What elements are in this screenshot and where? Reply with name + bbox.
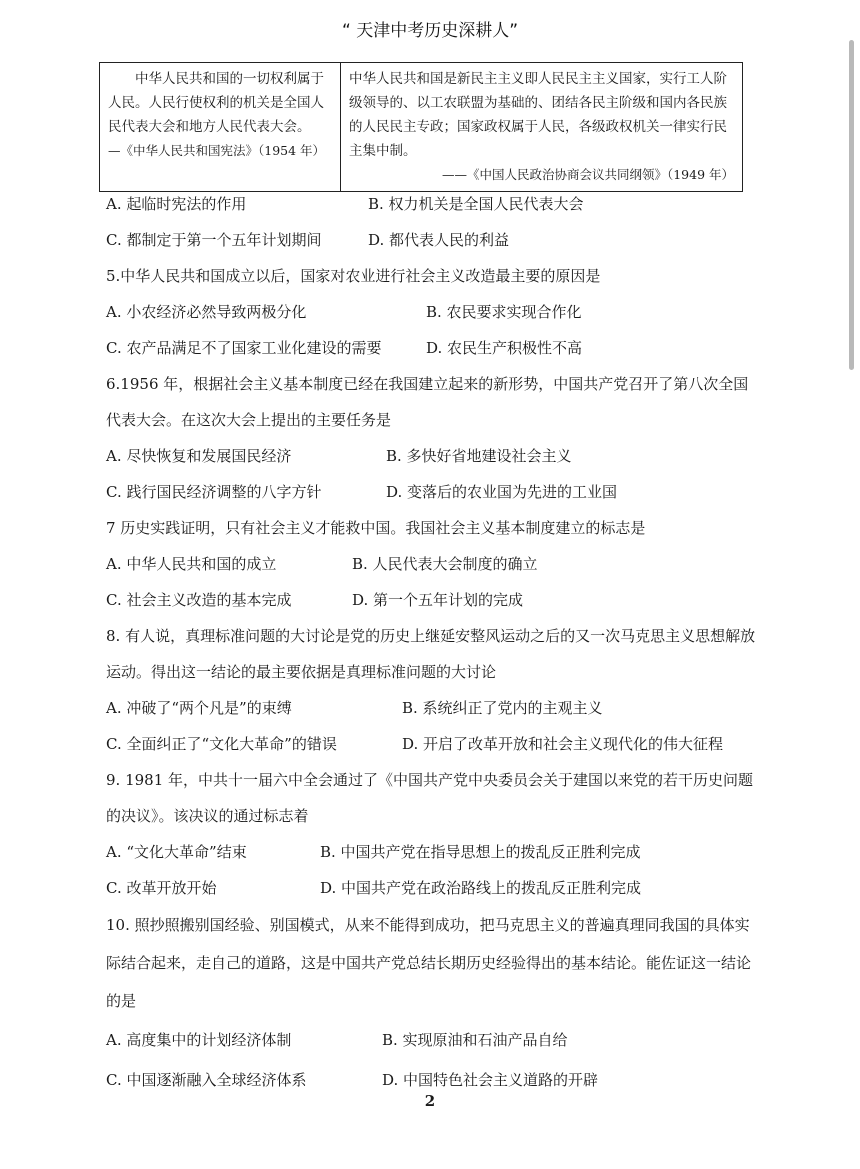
option: C. 践行国民经济调整的八字方针 [106, 483, 322, 501]
quote-text-left: 中华人民共和国的一切权利属于人民。人民行使权利的机关是全国人民代表大会和地方人民代表大会。 [108, 71, 324, 135]
scrollbar[interactable] [849, 40, 854, 370]
option: A. 尽快恢复和发展国民经济 [106, 447, 292, 465]
quote-cell-constitution [100, 63, 341, 192]
question-9-options-row-2 [106, 870, 756, 906]
question-9-options-row-1 [106, 834, 756, 870]
option: C. 都制定于第一个五年计划期间 [106, 231, 322, 249]
option: A. 高度集中的计划经济体制 [106, 1031, 292, 1049]
option: D. 中国特色社会主义道路的开辟 [382, 1071, 599, 1089]
exam-content [106, 186, 756, 1100]
quote-text-right: 中华人民共和国是新民主主义即人民民主主义国家，实行工人阶级领导的、以工农联盟为基础的、团结各民主阶级和国内各民族的人民民主专政；国家政权属于人民，各级政权机关一律实行民主集中制。 [349, 71, 727, 159]
question-6-stem: 6.1956 年，根据社会主义基本制度已经在我国建立起来的新形势，中国共产党召开了第八次全国代表大会。在这次大会上提出的主要任务是 [106, 375, 749, 429]
option: B. 人民代表大会制度的确立 [352, 555, 538, 573]
question-7-stem: 7 历史实践证明，只有社会主义才能救中国。我国社会主义基本制度建立的标志是 [106, 519, 646, 537]
option: B. 权力机关是全国人民代表大会 [368, 195, 584, 213]
option: C. 社会主义改造的基本完成 [106, 591, 292, 609]
question-6-options-row-1 [106, 438, 756, 474]
option: B. 中国共产党在指导思想上的拨乱反正胜利完成 [320, 843, 641, 861]
question-7-options-row-2 [106, 582, 756, 618]
option: A. 起临时宪法的作用 [106, 195, 247, 213]
quote-source-right: ——《中国人民政治协商会议共同纲领》（1949 年） [441, 167, 734, 182]
question-5-options-row-2 [106, 330, 756, 366]
question-5-options-row-1 [106, 294, 756, 330]
option: D. 中国共产党在政治路线上的拨乱反正胜利完成 [320, 879, 642, 897]
question-8-options-row-2 [106, 726, 756, 762]
option: B. 农民要求实现合作化 [426, 303, 582, 321]
option: A. “文化大革命”结束 [106, 843, 247, 861]
option: D. 变落后的农业国为先进的工业国 [386, 483, 618, 501]
q4-options-row-2 [106, 222, 756, 258]
option: C. 全面纠正了“文化大革命”的错误 [106, 735, 337, 753]
option: C. 中国逐渐融入全球经济体系 [106, 1071, 307, 1089]
question-5-stem: 5.中华人民共和国成立以后，国家对农业进行社会主义改造最主要的原因是 [106, 267, 601, 285]
quote-table [99, 62, 743, 192]
q4-options-row-1 [106, 186, 756, 222]
question-8-options-row-1 [106, 690, 756, 726]
option: D. 开启了改革开放和社会主义现代化的伟大征程 [402, 735, 724, 753]
question-6-options-row-2 [106, 474, 756, 510]
page-header: “ 天津中考历史深耕人” [341, 21, 519, 41]
option: D. 第一个五年计划的完成 [352, 591, 524, 609]
question-9-stem: 9. 1981 年，中共十一届六中全会通过了《中国共产党中央委员会关于建国以来党的若干历史问题的决议》。该决议的通过标志着 [106, 771, 754, 825]
option: A. 冲破了“两个凡是”的束缚 [106, 699, 292, 717]
question-10-stem: 10. 照抄照搬别国经验、别国模式，从来不能得到成功，把马克思主义的普遍真理同我国的具体实际结合起来，走自己的道路，这是中国共产党总结长期历史经验得出的基本结论。能佐证这一结论的是 [106, 916, 752, 1010]
quote-source-left: —《中华人民共和国宪法》（1954 年） [108, 143, 326, 158]
option: C. 农产品满足不了国家工业化建设的需要 [106, 339, 382, 357]
option: D. 都代表人民的利益 [368, 231, 510, 249]
option: A. 小农经济必然导致两极分化 [106, 303, 307, 321]
question-7-options-row-1 [106, 546, 756, 582]
page-number: 2 [424, 1092, 436, 1110]
question-8-stem: 8. 有人说，真理标准问题的大讨论是党的历史上继延安整风运动之后的又一次马克思主义思想解放运动。得出这一结论的最主要依据是真理标准问题的大讨论 [106, 627, 756, 681]
quote-cell-common-program [341, 63, 743, 192]
option: B. 实现原油和石油产品自给 [382, 1031, 568, 1049]
option: D. 农民生产积极性不高 [426, 339, 583, 357]
option: B. 多快好省地建设社会主义 [386, 447, 572, 465]
option: C. 改革开放开始 [106, 879, 217, 897]
question-10-options-row-1 [106, 1020, 756, 1060]
option: B. 系统纠正了党内的主观主义 [402, 699, 603, 717]
option: A. 中华人民共和国的成立 [106, 555, 277, 573]
